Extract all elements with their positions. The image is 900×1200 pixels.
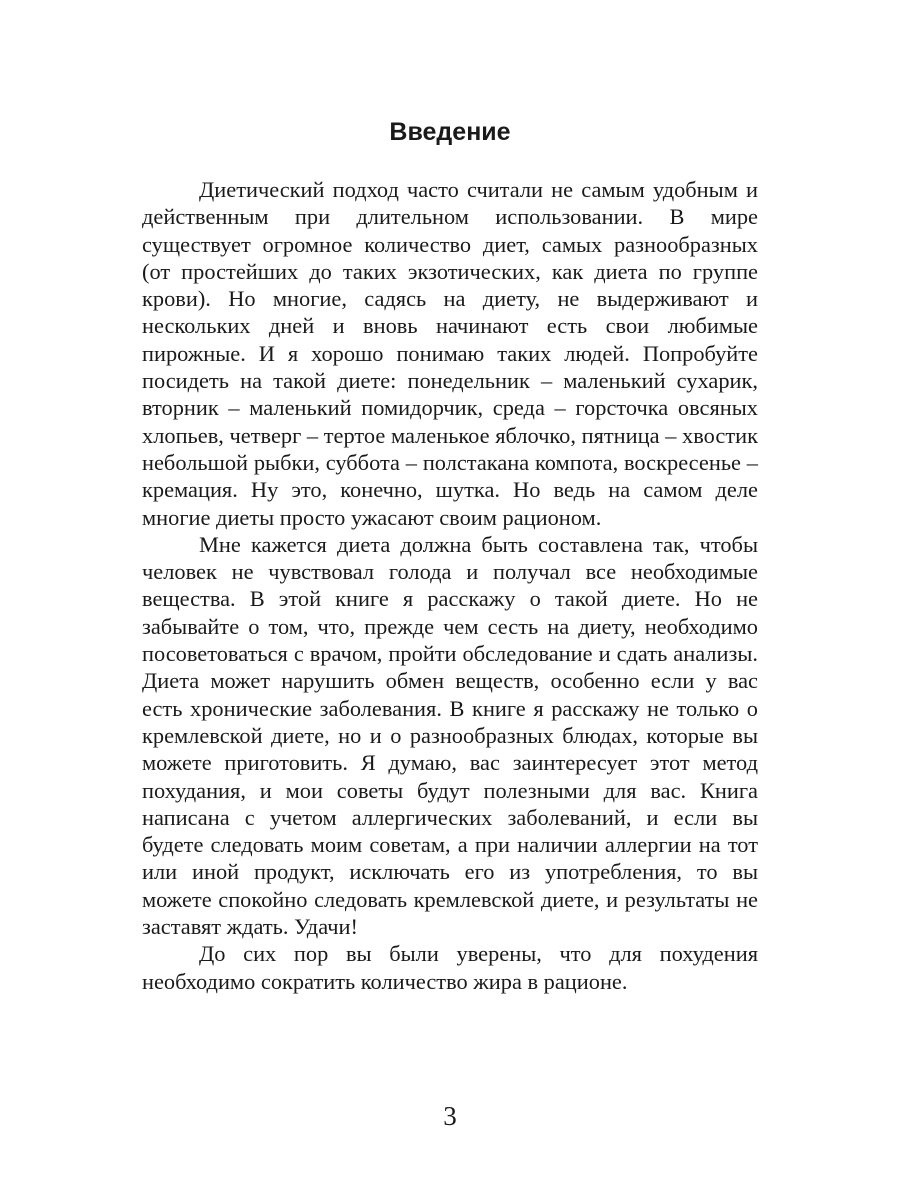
- paragraph-3: До сих пор вы были уверены, что для похудения необходимо сократить количество жира в рационе.: [142, 941, 758, 994]
- paragraph-1: Диетический подход часто считали не самым удобным и действенным при длительном использовании. В мире существует огромное количество диет, самых разнообразных (от простейших до таких экзотических, как диета по группе крови). Но многие, садясь на диету, не выдерживают и нескольких дней и вновь начинают есть свои любимые пирожные. И я хорошо понимаю таких людей. Попробуйте посидеть на такой диете: понедельник – маленький сухарик, вторник – маленький помидорчик, среда – горсточка овсяных хлопьев, четверг – тертое маленькое яблочко, пятница – хвостик небольшой рыбки, суббота – полстакана компота, воскресенье – кремация. Ну это, конечно, шутка. Но ведь на самом деле многие диеты просто ужасают своим рационом.: [142, 177, 758, 530]
- chapter-title: Введение: [389, 118, 511, 146]
- page-number: 3: [443, 1101, 457, 1131]
- paragraph-2: Мне кажется диета должна быть составлена так, чтобы человек не чувствовал голода и получал все необходимые вещества. В этой книге я расскажу о такой диете. Но не забывайте о том, что, прежде чем сесть на диету, необходимо посоветоваться с врачом, пройти обследование и сдать анализы. Диета может нарушить обмен веществ, особенно если у вас есть хронические заболевания. В книге я расскажу не только о кремлевской диете, но и о разнообразных блюдах, которые вы можете приготовить. Я думаю, вас заинтересует этот метод похудания, и мои советы будут полезными для вас. Книга написана с учетом аллергических заболеваний, и если вы будете следовать моим советам, а при наличии аллергии на тот или иной продукт, исключать его из употребления, то вы можете спокойно следовать кремлевской диете, и результаты не заставят ждать. Удачи!: [142, 531, 758, 940]
- body-text: [142, 176, 758, 995]
